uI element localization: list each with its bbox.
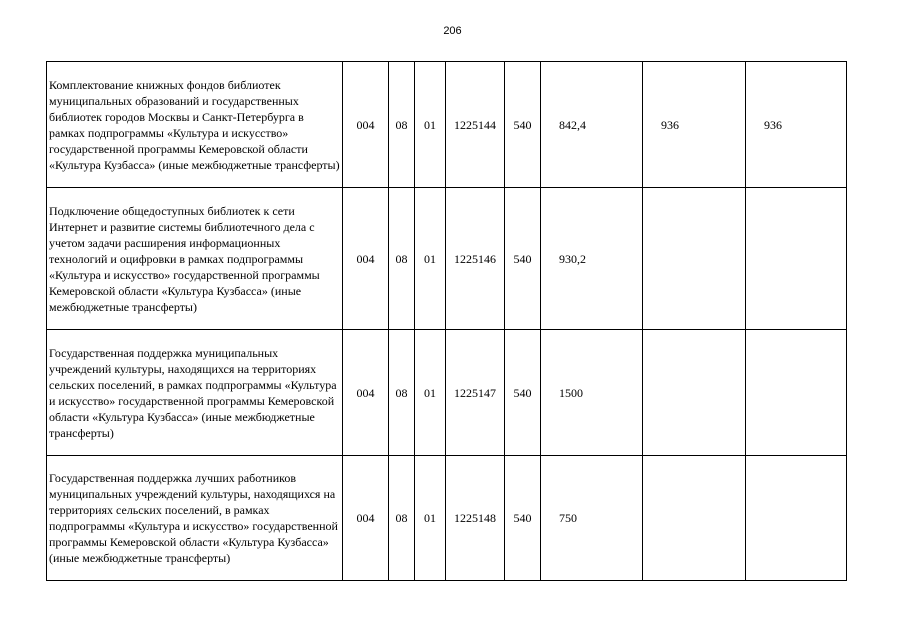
ministry-code: 004 bbox=[343, 188, 389, 330]
subsection-code: 01 bbox=[415, 188, 446, 330]
expense-type-code: 540 bbox=[505, 456, 541, 581]
ministry-code: 004 bbox=[343, 330, 389, 456]
target-article-code: 1225144 bbox=[446, 62, 505, 188]
page-number: 206 bbox=[443, 25, 462, 37]
table-row bbox=[47, 330, 847, 456]
expense-type-code: 540 bbox=[505, 62, 541, 188]
ministry-code: 004 bbox=[343, 456, 389, 581]
row-description: Комплектование книжных фондов библиотек муниципальных образований и государственных библиотек городов Москвы и Санкт-Петербурга в рамках подпрограммы «Культура и искусство» государственной программы Кемеровской области «Культура Кузбасса» (иные межбюджетные трансферты) bbox=[47, 62, 343, 188]
subsection-code: 01 bbox=[415, 456, 446, 581]
sum-year-3 bbox=[746, 330, 847, 456]
sum-year-1: 930,2 bbox=[541, 188, 643, 330]
sum-year-3: 936 bbox=[746, 62, 847, 188]
sum-year-3 bbox=[746, 188, 847, 330]
target-article-code: 1225146 bbox=[446, 188, 505, 330]
subsection-code: 01 bbox=[415, 62, 446, 188]
row-description: Государственная поддержка муниципальных учреждений культуры, находящихся на территориях сельских поселений, в рамках подпрограммы «Культура и искусство» государственной программы Кемеровской области «Культура Кузбасса» (иные межбюджетные трансферты) bbox=[47, 330, 343, 456]
expense-type-code: 540 bbox=[505, 188, 541, 330]
row-description: Подключение общедоступных библиотек к сети Интернет и развитие системы библиотечного дела с учетом задачи расширения информационных технологий и оцифровки в рамках подпрограммы «Культура и искусство» государственной программы Кемеровской области «Культура Кузбасса» (иные межбюджетные трансферты) bbox=[47, 188, 343, 330]
sum-year-1: 1500 bbox=[541, 330, 643, 456]
table-row bbox=[47, 456, 847, 581]
section-code: 08 bbox=[389, 330, 415, 456]
section-code: 08 bbox=[389, 62, 415, 188]
target-article-code: 1225148 bbox=[446, 456, 505, 581]
sum-year-2 bbox=[643, 188, 746, 330]
sum-year-2: 936 bbox=[643, 62, 746, 188]
sum-year-1: 842,4 bbox=[541, 62, 643, 188]
subsection-code: 01 bbox=[415, 330, 446, 456]
expense-type-code: 540 bbox=[505, 330, 541, 456]
table-row bbox=[47, 62, 847, 188]
sum-year-2 bbox=[643, 456, 746, 581]
sum-year-1: 750 bbox=[541, 456, 643, 581]
sum-year-3 bbox=[746, 456, 847, 581]
budget-table bbox=[46, 61, 847, 581]
section-code: 08 bbox=[389, 188, 415, 330]
row-description: Государственная поддержка лучших работников муниципальных учреждений культуры, находящихся на территориях сельских поселений, в рамках подпрограммы «Культура и искусство» государственной программы Кемеровской области «Культура Кузбасса» (иные межбюджетные трансферты) bbox=[47, 456, 343, 581]
table-row bbox=[47, 188, 847, 330]
ministry-code: 004 bbox=[343, 62, 389, 188]
sum-year-2 bbox=[643, 330, 746, 456]
target-article-code: 1225147 bbox=[446, 330, 505, 456]
section-code: 08 bbox=[389, 456, 415, 581]
